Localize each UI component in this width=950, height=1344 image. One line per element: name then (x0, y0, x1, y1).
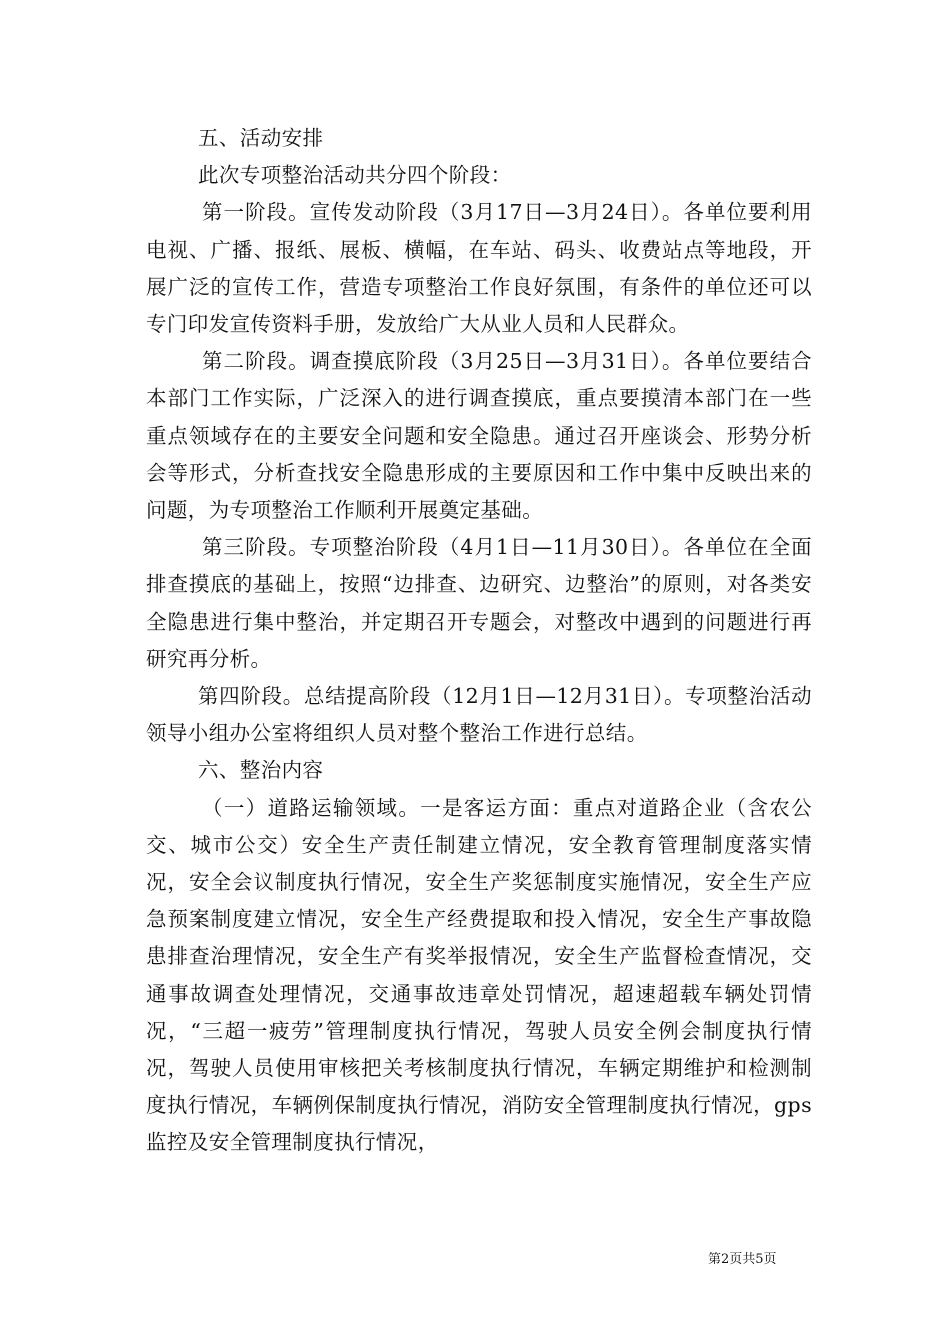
section-heading-activity-arrangement: 五、活动安排 (198, 126, 324, 150)
document-body (146, 120, 812, 1162)
paragraph-stage-three: 第三阶段。专项整治阶段（4月1日—11月30日）。各单位在全面排查摸底的基础上，按照“边排查、边研究、边整治”的原则，对各类安全隐患进行集中整治，并定期召开专题会，对整改中遇到的问题进行再研究再分析。 (146, 535, 812, 671)
paragraph-stage-four: 第四阶段。总结提高阶段（12月1日—12月31日）。专项整治活动领导小组办公室将组织人员对整个整治工作进行总结。 (146, 684, 812, 746)
paragraph-stages-intro: 此次专项整治活动共分四个阶段： (198, 163, 512, 188)
paragraph-stage-one: 第一阶段。宣传发动阶段（3月17日—3月24日）。各单位要利用电视、广播、报纸、展板、横幅，在车站、码头、收费站点等地段，开展广泛的宣传工作，营造专项整治工作良好氛围，有条件的单位还可以专门印发宣传资料手册，发放给广大从业人员和人民群众。 (146, 200, 812, 337)
page-number-footer: 第2页共5页 (708, 1252, 777, 1267)
section-heading-rectification-content: 六、整治内容 (198, 758, 324, 783)
paragraph-road-transport: （一）道路运输领域。一是客运方面：重点对道路企业（含农公交、城市公交）安全生产责任制建立情况，安全教育管理制度落实情况，安全会议制度执行情况，安全生产奖惩制度实施情况，安全生产应急预案制度建立情况，安全生产经费提取和投入情况，安全生产事故隐患排查治理情况，安全生产有奖举报情况，安全生产监督检查情况，交通事故调查处理情况，交通事故违章处罚情况，超速超载车辆处罚情况，“三超一疲劳”管理制度执行情况，驾驶人员安全例会制度执行情况，驾驶人员使用审核把关考核制度执行情况，车辆定期维护和检测制度执行情况，车辆例保制度执行情况，消防安全管理制度执行情况，gps监控及安全管理制度执行情况， (146, 795, 812, 1155)
paragraph-stage-two: 第二阶段。调查摸底阶段（3月25日—3月31日）。各单位要结合本部门工作实际，广泛深入的进行调查摸底，重点要摸清本部门在一些重点领域存在的主要安全问题和安全隐患。通过召开座谈会、形势分析会等形式，分析查找安全隐患形成的主要原因和工作中集中反映出来的问题，为专项整治工作顺利开展奠定基础。 (146, 349, 812, 523)
